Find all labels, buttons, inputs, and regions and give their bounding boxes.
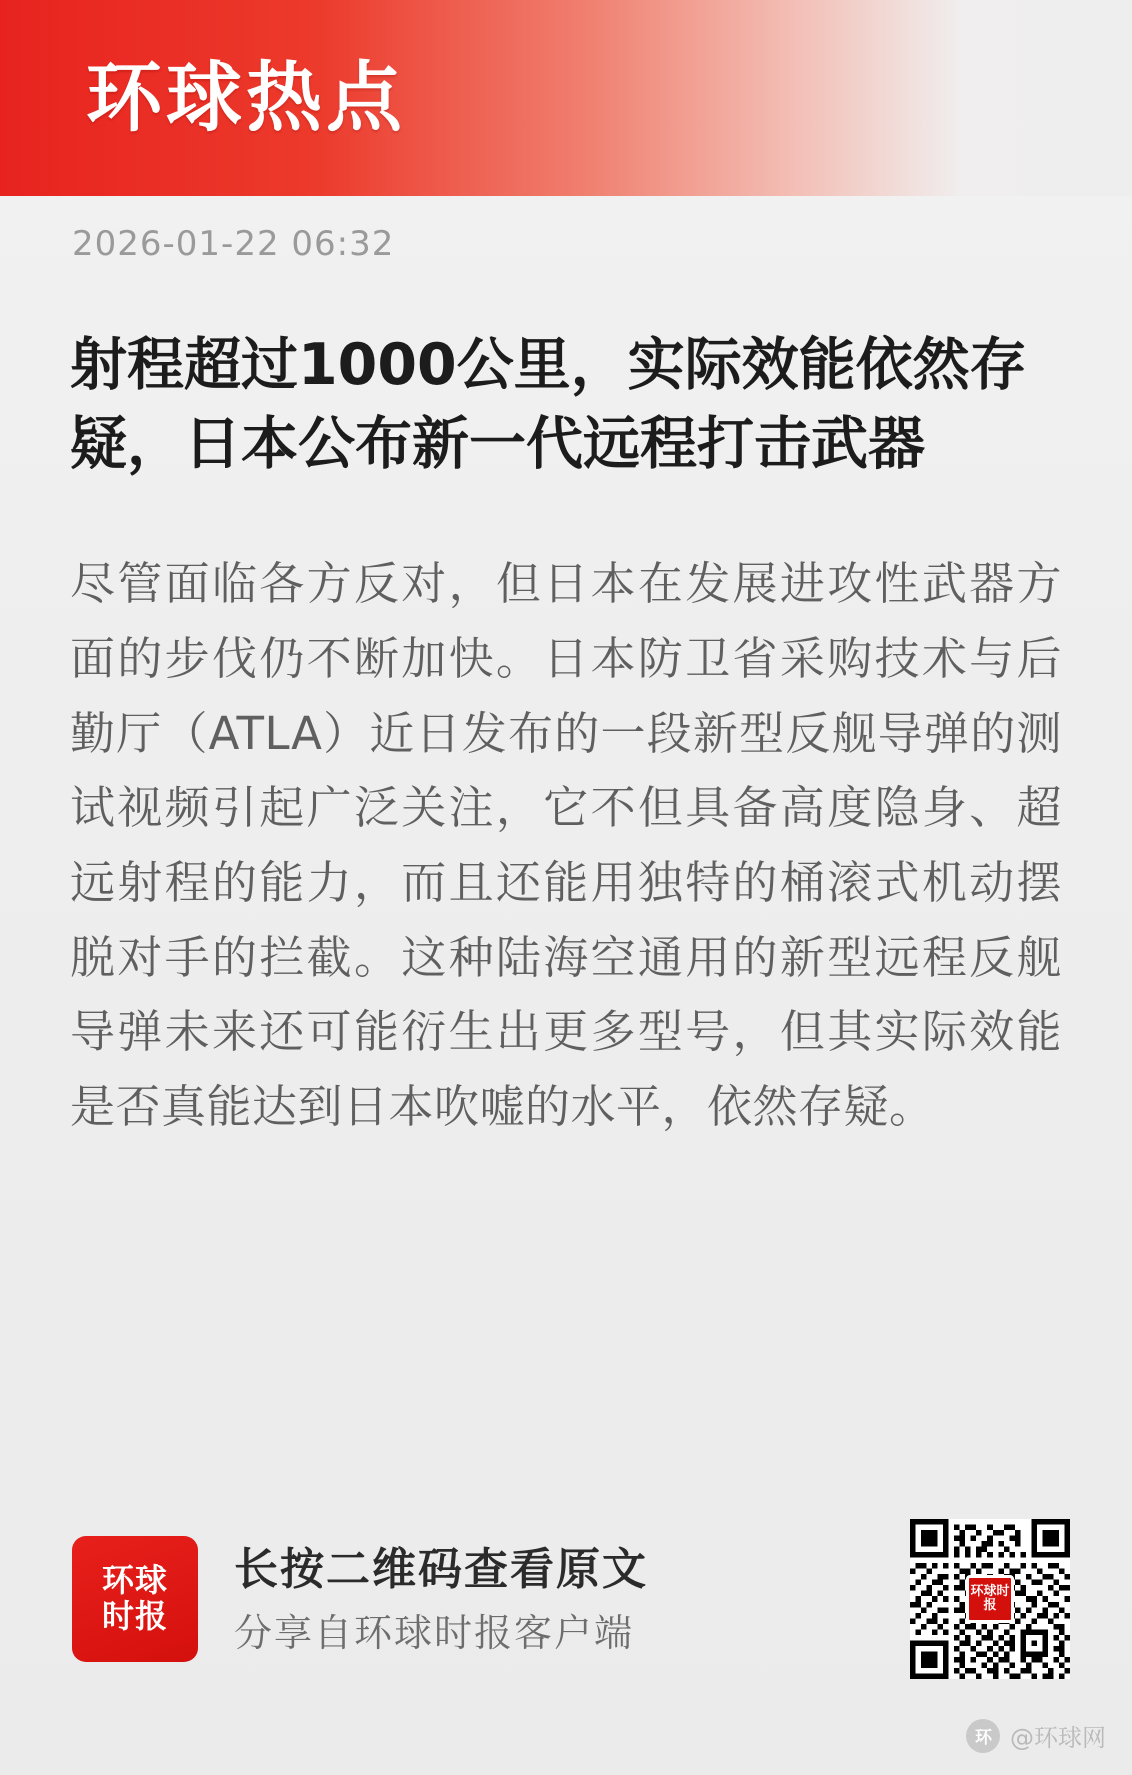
header-banner (0, 0, 1132, 196)
watermark (966, 1718, 1106, 1753)
footer-primary-label: 长按二维码查看原文 (234, 1543, 648, 1595)
qr-code[interactable] (910, 1519, 1070, 1679)
watermark-label: @环球网 (1010, 1724, 1106, 1752)
avatar: 环 (966, 1719, 1000, 1753)
article-timestamp: 2026-01-22 06:32 (72, 224, 395, 264)
global-times-logo-text: 环球时报 (101, 1561, 168, 1635)
global-times-logo (72, 1536, 198, 1662)
page-title: 射程超过1000公里，实际效能依然存疑，日本公布新一代远程打击武器 (70, 332, 1027, 477)
article-body: 尽管面临各方反对，但日本在发展进攻性武器方面的步伐仍不断加快。日本防卫省采购技术与后勤厅（ATLA）近日发布的一段新型反舰导弹的测试视频引起广泛关注，它不但具备高度隐身、超远射程的能力，而且还能用独特的桶滚式机动摆脱对手的拦截。这种陆海空通用的新型远程反舰导弹未来还可能衍生出更多型号，但其实际效能是否真能达到日本吹嘘的水平，依然存疑。 (70, 557, 1062, 1134)
article-meta (0, 196, 1132, 264)
article-footer (0, 1519, 1132, 1679)
footer-secondary-label: 分享自环球时报客户端 (234, 1610, 635, 1655)
footer-text-block (234, 1542, 910, 1657)
qr-code-logo: 环球时报 (966, 1575, 1014, 1623)
banner-title: 环球热点 (86, 53, 406, 142)
